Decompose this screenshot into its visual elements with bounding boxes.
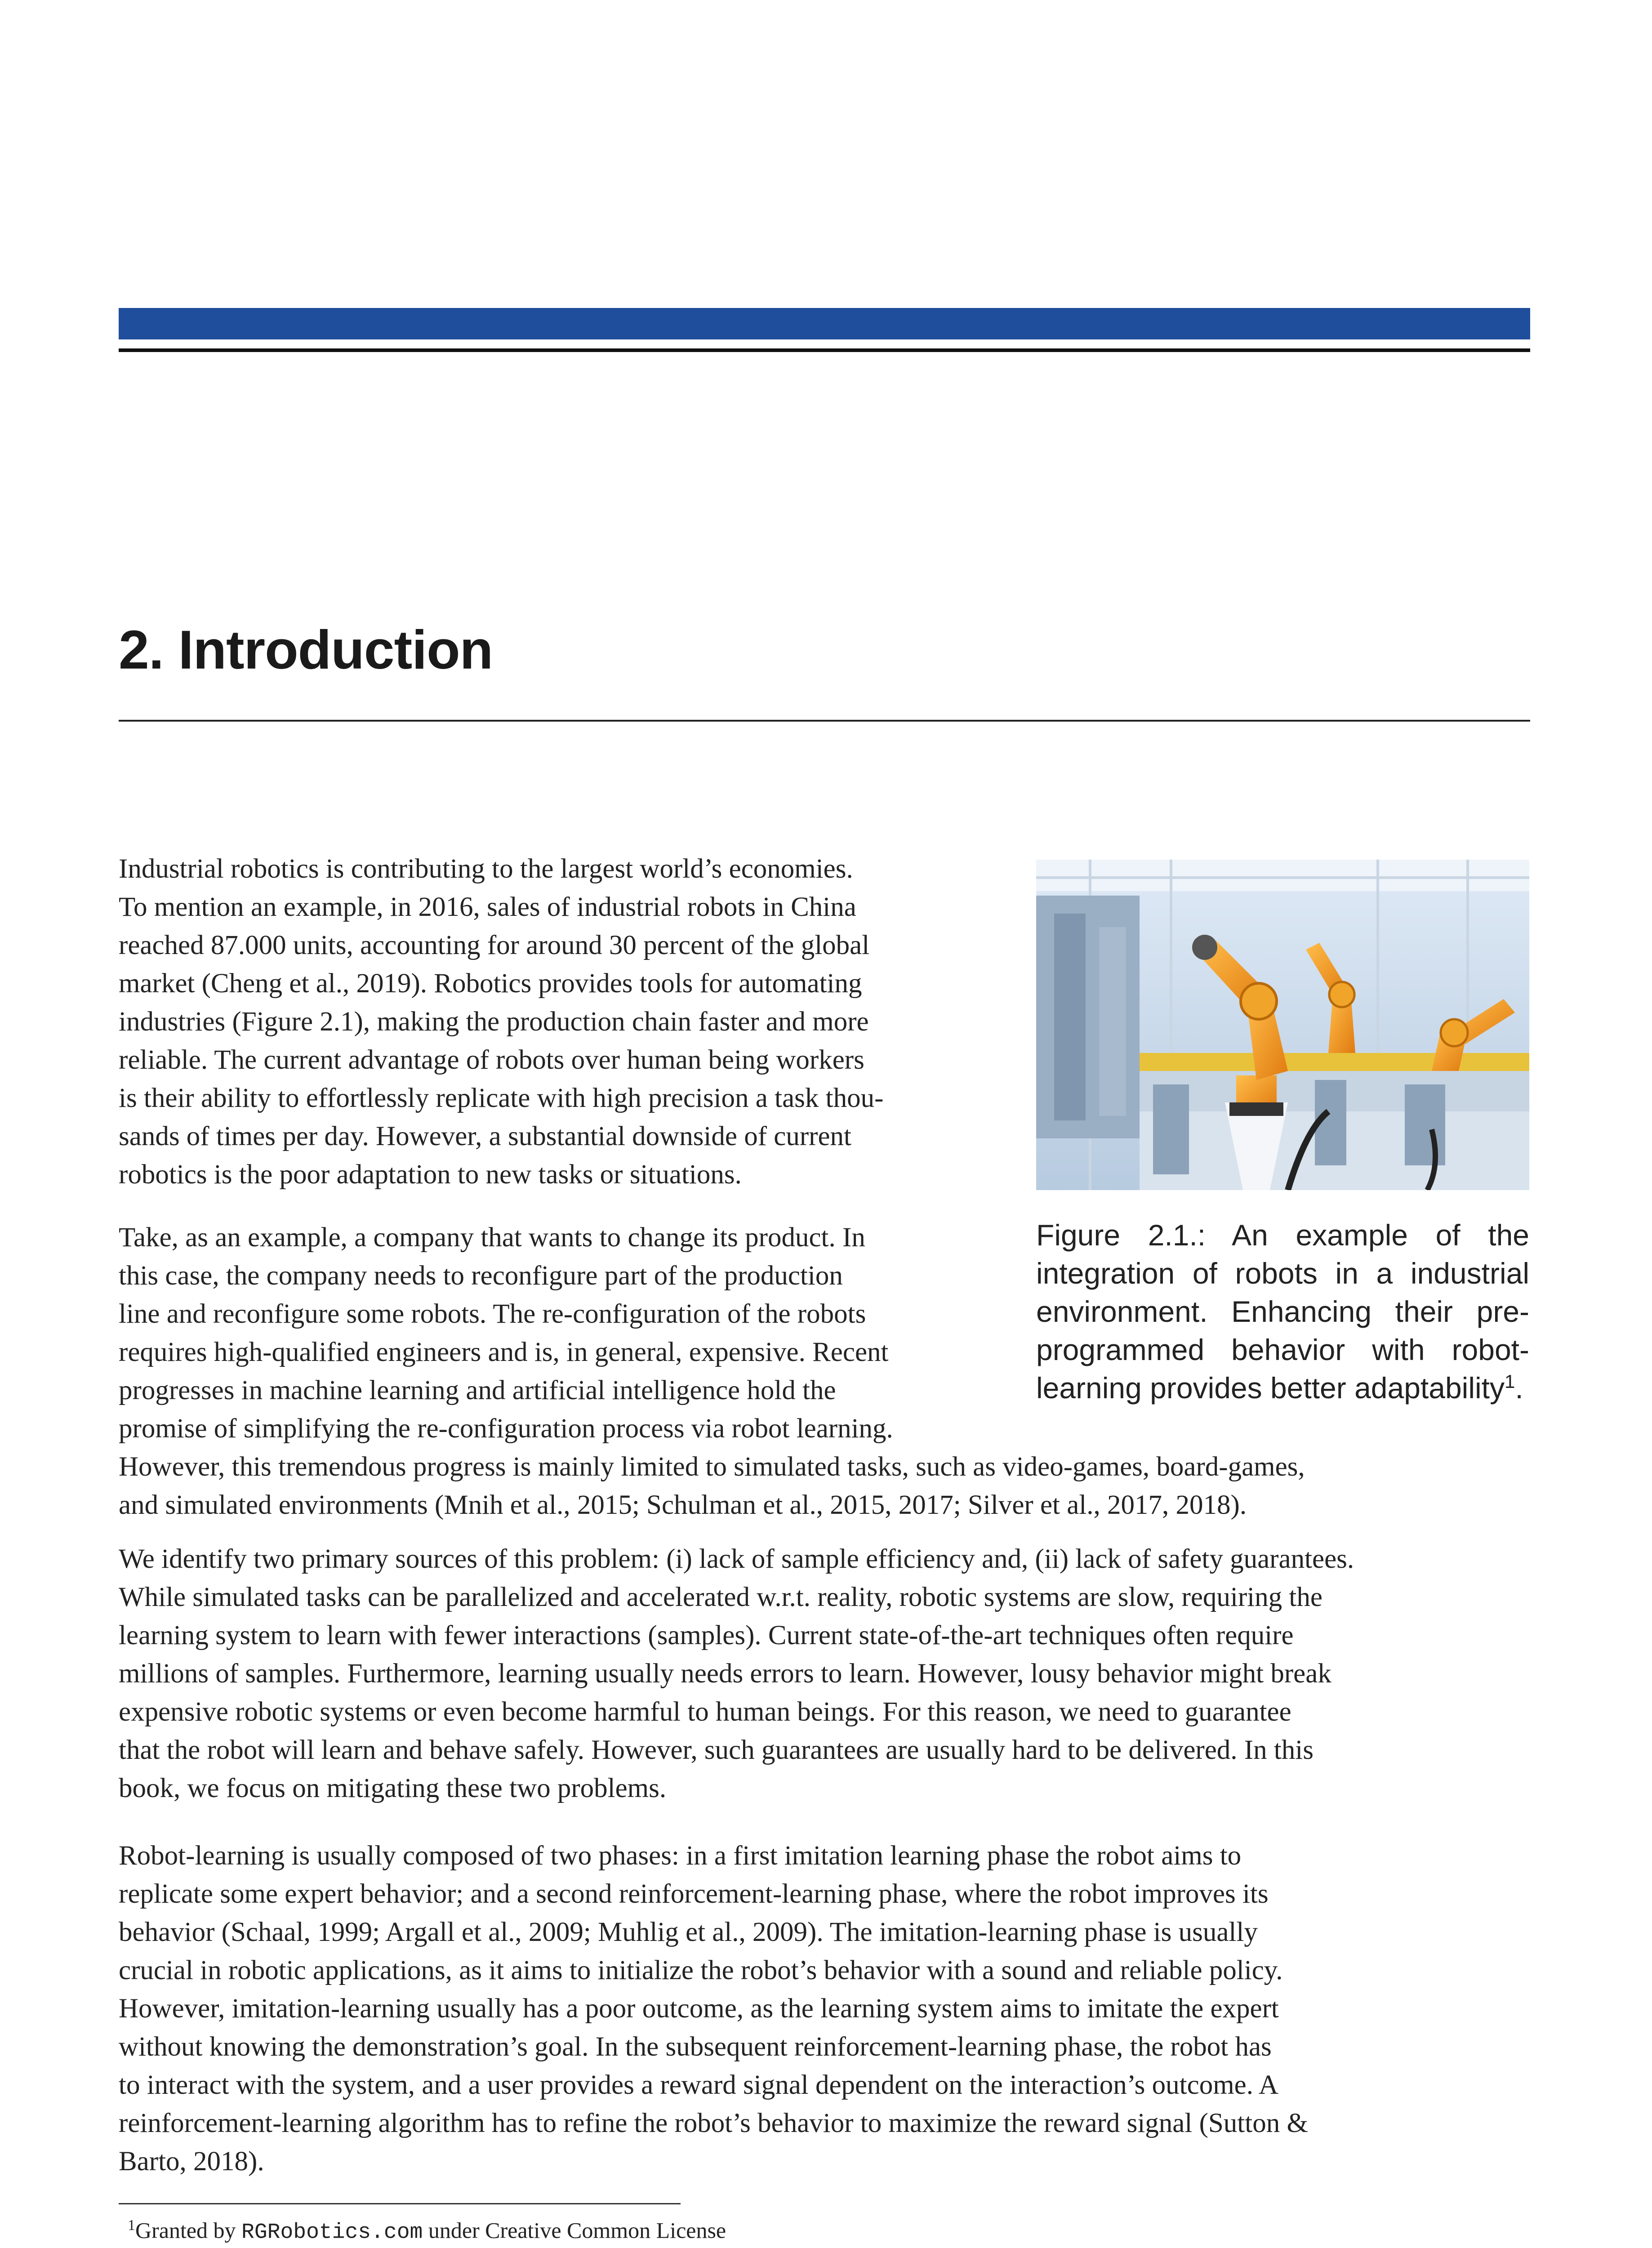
text-line: reached 87.000 units, accounting for around 30 percent of the global bbox=[119, 930, 870, 960]
text-line: is their ability to effortlessly replicate with high precision a task thou- bbox=[119, 1083, 884, 1113]
footnote-text-after: under Creative Common License bbox=[423, 2217, 726, 2243]
paragraph-2 bbox=[119, 1218, 1530, 1524]
text-line: Barto, 2018). bbox=[119, 2146, 264, 2177]
text-line: learning system to learn with fewer interactions (samples). Current state-of-the-art techniques often require bbox=[119, 1620, 1294, 1650]
text-line: that the robot will learn and behave safely. However, such guarantees are usually hard to be delivered. In this bbox=[119, 1735, 1314, 1765]
footnote-site-link[interactable]: RGRobotics.com bbox=[241, 2220, 423, 2245]
text-line: progresses in machine learning and artificial intelligence hold the bbox=[119, 1375, 836, 1405]
text-line: line and reconfigure some robots. The re-configuration of the robots bbox=[119, 1299, 866, 1329]
text-line: expensive robotic systems or even become harmful to human beings. For this reason, we need to guarantee bbox=[119, 1697, 1291, 1727]
text-line: book, we focus on mitigating these two problems. bbox=[119, 1773, 667, 1803]
text-line: without knowing the demonstration’s goal. In the subsequent reinforcement-learning phase, the robot has bbox=[119, 2032, 1272, 2062]
chapter-title: 2. Introduction bbox=[119, 619, 493, 680]
footnote-mark: 1 bbox=[128, 2217, 135, 2234]
text-line: crucial in robotic applications, as it aims to initialize the robot’s behavior with a sound and reliable policy. bbox=[119, 1955, 1283, 1985]
text-line: this case, the company needs to reconfigure part of the production bbox=[119, 1261, 843, 1291]
text-line: industries (Figure 2.1), making the production chain faster and more bbox=[119, 1007, 869, 1037]
text-line: robotics is the poor adaptation to new tasks or situations. bbox=[119, 1160, 742, 1190]
chapter-title-rule bbox=[119, 720, 1530, 722]
text-line: However, this tremendous progress is mainly limited to simulated tasks, such as video-games, board-games, bbox=[119, 1452, 1305, 1482]
footnote bbox=[128, 2210, 726, 2248]
text-line: reinforcement-learning algorithm has to refine the robot’s behavior to maximize the reward signal (Sutton & bbox=[119, 2108, 1308, 2138]
text-line: However, imitation-learning usually has a poor outcome, as the learning system aims to imitate the expert bbox=[119, 1994, 1279, 2024]
figure-footnote-mark: 1 bbox=[1504, 1371, 1515, 1392]
text-line: Robot-learning is usually composed of two phases: in a first imitation learning phase the robot aims to bbox=[119, 1841, 1242, 1871]
text-line: promise of simplifying the re-configuration process via robot learning. bbox=[119, 1414, 893, 1444]
paragraph-1 bbox=[119, 850, 1009, 1194]
text-line: To mention an example, in 2016, sales of industrial robots in China bbox=[119, 892, 856, 922]
text-line: millions of samples. Furthermore, learning usually needs errors to learn. However, lousy behavior might break bbox=[119, 1659, 1331, 1689]
text-line: We identify two primary sources of this problem: (i) lack of sample efficiency and, (ii) lack of safety guarantees. bbox=[119, 1544, 1354, 1574]
text-line: While simulated tasks can be parallelized and accelerated w.r.t. reality, robotic systems are slow, requiring the bbox=[119, 1582, 1322, 1612]
text-line: to interact with the system, and a user provides a reward signal dependent on the interaction’s outcome. A bbox=[119, 2070, 1278, 2100]
text-line: Industrial robotics is contributing to the largest world’s economies. bbox=[119, 854, 853, 884]
text-line: sands of times per day. However, a substantial downside of current bbox=[119, 1121, 851, 1151]
industrial-robots-image bbox=[1036, 860, 1529, 1190]
footnote-rule bbox=[119, 2203, 681, 2204]
figure-caption-text: Figure 2.1.: An example of the integration of robots in a industrial environment. Enhancing their pre-programmed behavior with robot-learning provides better adaptability bbox=[1036, 1218, 1529, 1405]
paragraph-4 bbox=[119, 1837, 1530, 2181]
text-line: market (Cheng et al., 2019). Robotics provides tools for automating bbox=[119, 968, 862, 999]
text-line: and simulated environments (Mnih et al., 2015; Schulman et al., 2015, 2017; Silver et al., 2017, 2018). bbox=[119, 1490, 1247, 1520]
header-accent-bar bbox=[119, 308, 1530, 339]
header-rule bbox=[119, 348, 1530, 352]
text-line: requires high-qualified engineers and is, in general, expensive. Recent bbox=[119, 1337, 889, 1367]
text-line: replicate some expert behavior; and a second reinforcement-learning phase, where the robot improves its bbox=[119, 1879, 1269, 1909]
paragraph-3 bbox=[119, 1540, 1530, 1807]
text-line: Take, as an example, a company that wants to change its product. In bbox=[119, 1222, 865, 1253]
footnote-text-before: Granted by bbox=[135, 2217, 242, 2243]
text-line: reliable. The current advantage of robots over human being workers bbox=[119, 1045, 864, 1075]
text-line: behavior (Schaal, 1999; Argall et al., 2009; Muhlig et al., 2009). The imitation-learning phase is usually bbox=[119, 1917, 1258, 1947]
figure-caption: Figure 2.1.: An example of the integration of robots in a industrial environment. Enhancing their pre-programmed behavior with robot-learning provides better adaptability$^1$. bbox=[1036, 1218, 1529, 1405]
